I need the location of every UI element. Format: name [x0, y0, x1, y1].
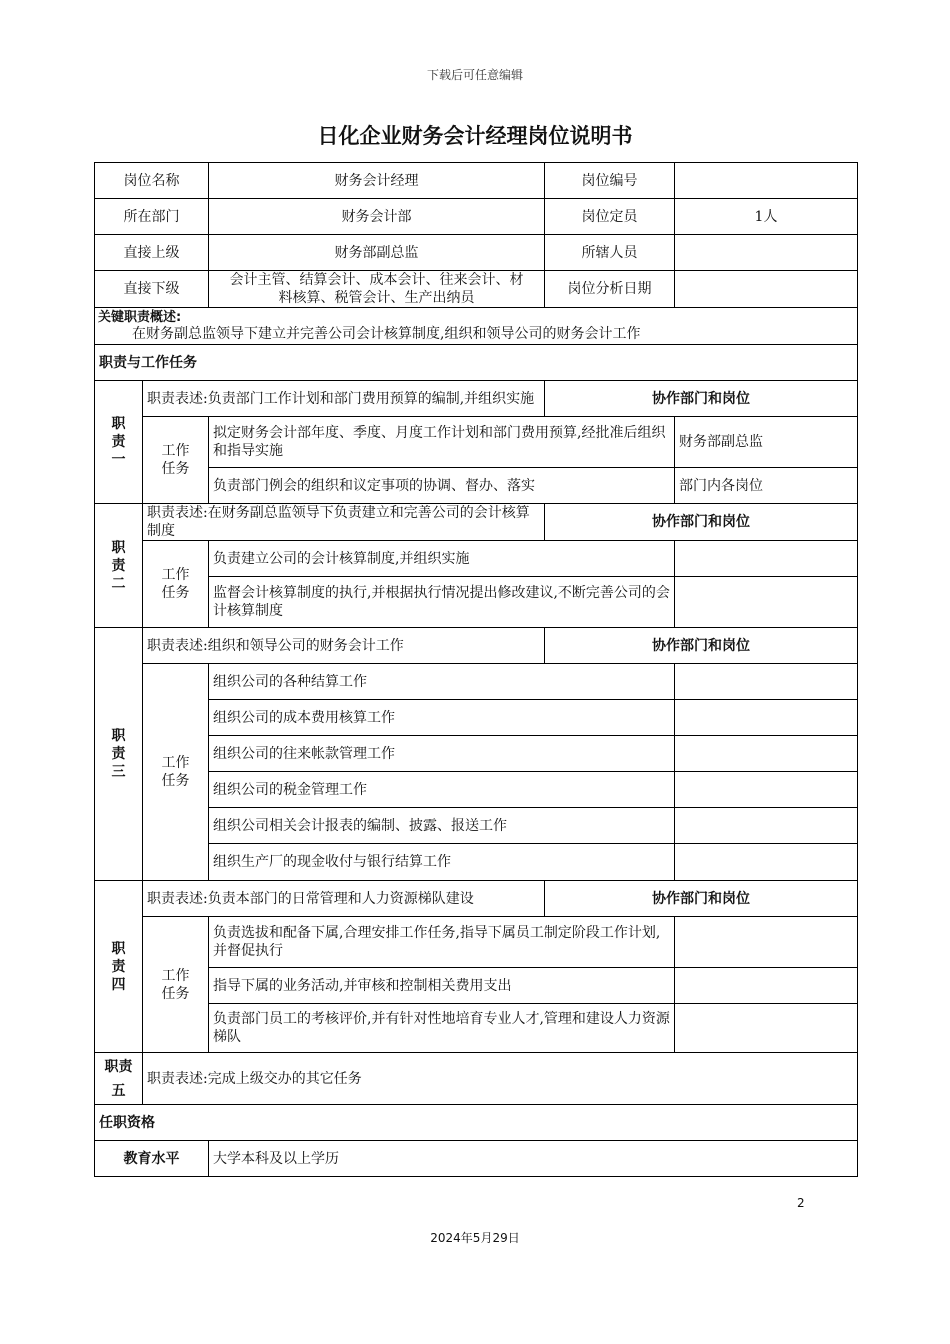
task-row: [95, 417, 858, 468]
task-text: 组织公司相关会计报表的编制、披露、报送工作: [209, 808, 675, 844]
task-text: 组织公司的往来帐款管理工作: [209, 736, 675, 772]
analysis-date-label: 岗位分析日期: [545, 271, 675, 308]
summary-row: [95, 308, 858, 345]
duty-desc: 职责表述:完成上级交办的其它任务: [143, 1053, 858, 1105]
duties-section-label: 职责与工作任务: [95, 345, 858, 381]
task-collab: [675, 917, 858, 968]
task-text: 拟定财务会计部年度、季度、月度工作计划和部门费用预算,经批准后组织和指导实施: [209, 417, 675, 468]
duty-label: 职责二: [95, 504, 143, 628]
task-row: [95, 808, 858, 844]
job-description-table: [94, 162, 858, 1177]
duty-label: 职责三: [95, 628, 143, 881]
headcount-label: 岗位定员: [545, 199, 675, 235]
position-name-value: 财务会计经理: [209, 163, 545, 199]
duty-desc: 职责表述:负责本部门的日常管理和人力资源梯队建设: [143, 881, 545, 917]
page-title: 日化企业财务会计经理岗位说明书: [317, 124, 633, 148]
superior-label: 直接上级: [95, 235, 209, 271]
task-text: 组织公司的成本费用核算工作: [209, 700, 675, 736]
task-collab: [675, 968, 858, 1004]
duty-label: 职责五: [95, 1053, 143, 1105]
task-text: 负责部门员工的考核评价,并有针对性地培育专业人才,管理和建设人力资源梯队: [209, 1004, 675, 1053]
task-collab: [675, 844, 858, 881]
task-row: [95, 700, 858, 736]
duty-desc-row: [95, 381, 858, 417]
task-row: [95, 844, 858, 881]
duty-desc-row: [95, 504, 858, 541]
duty-desc: 职责表述:在财务副总监领导下负责建立和完善公司的会计核算制度: [143, 504, 545, 541]
analysis-date-value: [675, 271, 858, 308]
collab-header: 协作部门和岗位: [545, 628, 858, 664]
task-text: 指导下属的业务活动,并审核和控制相关费用支出: [209, 968, 675, 1004]
task-row: [95, 664, 858, 700]
task-collab: 财务部副总监: [675, 417, 858, 468]
collab-header: 协作部门和岗位: [545, 381, 858, 417]
info-row: [95, 163, 858, 199]
task-collab: [675, 772, 858, 808]
position-no-value: [675, 163, 858, 199]
task-collab: [675, 736, 858, 772]
duty-desc-row: [95, 628, 858, 664]
info-row: [95, 271, 858, 308]
education-label: 教育水平: [95, 1141, 209, 1177]
task-text: 组织公司的税金管理工作: [209, 772, 675, 808]
work-tasks-label: 工作任务: [143, 917, 209, 1053]
task-collab: [675, 664, 858, 700]
task-collab: [675, 541, 858, 577]
header-note: 下载后可任意编辑: [426, 68, 523, 82]
work-tasks-label: 工作任务: [143, 417, 209, 504]
task-text: 组织生产厂的现金收付与银行结算工作: [209, 844, 675, 881]
section-row: [95, 1105, 858, 1141]
duty-desc-row: [95, 881, 858, 917]
task-row: [95, 468, 858, 504]
education-value: 大学本科及以上学历: [209, 1141, 858, 1177]
headcount-value: 1人: [675, 199, 858, 235]
task-collab: [675, 577, 858, 628]
qualification-section-label: 任职资格: [95, 1105, 858, 1141]
subordinates-count-label: 所辖人员: [545, 235, 675, 271]
task-text: 组织公司的各种结算工作: [209, 664, 675, 700]
task-collab: 部门内各岗位: [675, 468, 858, 504]
subordinates-value: 会计主管、结算会计、成本会计、往来会计、材料核算、税管会计、生产出纳员: [209, 271, 545, 308]
work-tasks-label: 工作任务: [143, 664, 209, 881]
subordinates-label: 直接下级: [95, 271, 209, 308]
work-tasks-label: 工作任务: [143, 541, 209, 628]
task-row: [95, 1004, 858, 1053]
duty-label: 职责四: [95, 881, 143, 1053]
subordinates-count-value: [675, 235, 858, 271]
task-row: [95, 541, 858, 577]
collab-header: 协作部门和岗位: [545, 504, 858, 541]
task-row: [95, 577, 858, 628]
section-row: [95, 345, 858, 381]
task-collab: [675, 700, 858, 736]
duty-desc-row: [95, 1053, 858, 1105]
duty-desc: 职责表述:负责部门工作计划和部门费用预算的编制,并组织实施: [143, 381, 545, 417]
department-label: 所在部门: [95, 199, 209, 235]
department-value: 财务会计部: [209, 199, 545, 235]
task-collab: [675, 808, 858, 844]
position-no-label: 岗位编号: [545, 163, 675, 199]
info-row: [95, 199, 858, 235]
task-text: 负责建立公司的会计核算制度,并组织实施: [209, 541, 675, 577]
duty-label: 职责一: [95, 381, 143, 504]
education-row: [95, 1141, 858, 1177]
position-name-label: 岗位名称: [95, 163, 209, 199]
task-row: [95, 736, 858, 772]
collab-header: 协作部门和岗位: [545, 881, 858, 917]
duty-desc: 职责表述:组织和领导公司的财务会计工作: [143, 628, 545, 664]
page-number: 2: [797, 1196, 805, 1210]
task-text: 监督会计核算制度的执行,并根据执行情况提出修改建议,不断完善公司的会计核算制度: [209, 577, 675, 628]
summary-text: 在财务副总监领导下建立并完善公司会计核算制度,组织和领导公司的财务会计工作: [132, 326, 641, 342]
footer-date: 2024年5月29日: [430, 1231, 520, 1245]
task-row: [95, 968, 858, 1004]
info-row: [95, 235, 858, 271]
task-collab: [675, 1004, 858, 1053]
task-text: 负责部门例会的组织和议定事项的协调、督办、落实: [209, 468, 675, 504]
superior-value: 财务部副总监: [209, 235, 545, 271]
task-text: 负责选拔和配备下属,合理安排工作任务,指导下属员工制定阶段工作计划,并督促执行: [209, 917, 675, 968]
summary-label: 关键职责概述:: [98, 310, 182, 325]
task-row: [95, 917, 858, 968]
task-row: [95, 772, 858, 808]
